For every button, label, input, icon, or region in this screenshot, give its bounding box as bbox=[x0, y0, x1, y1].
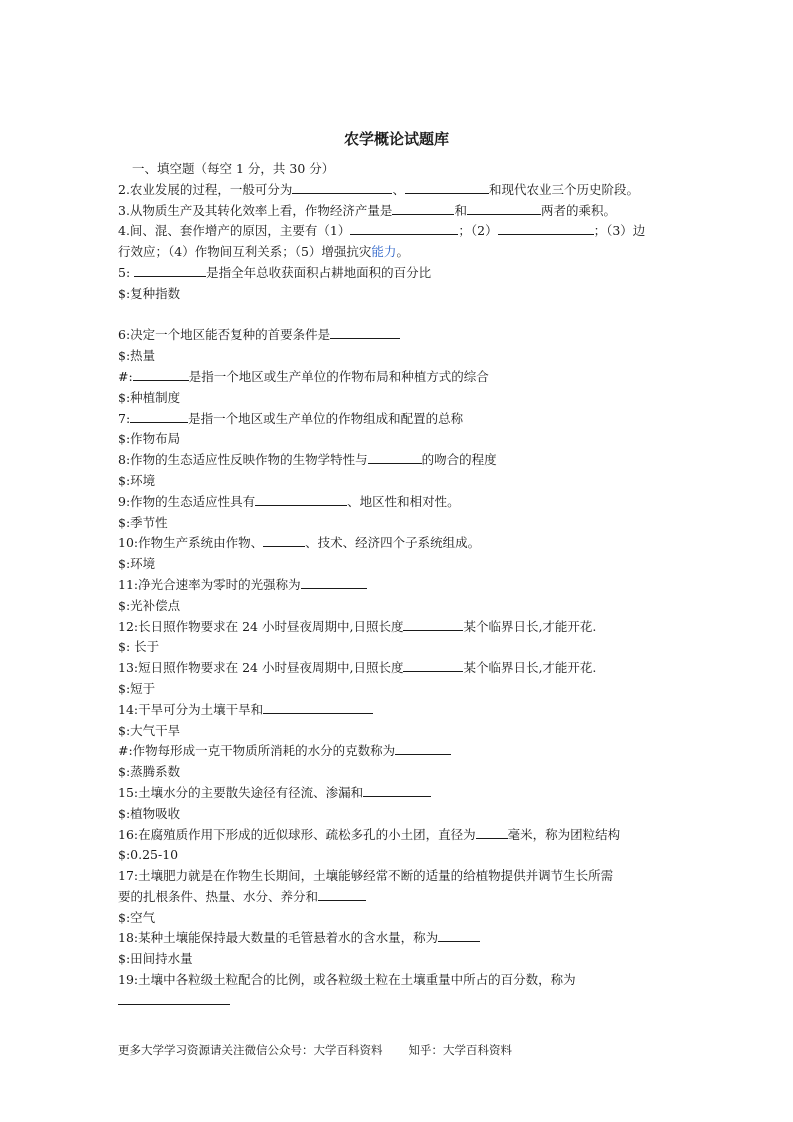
answer: $:植物吸收 bbox=[118, 805, 181, 821]
footer-zhihu-note: 知乎：大学百科资料 bbox=[408, 1043, 512, 1057]
highlighted-word: 能力 bbox=[371, 244, 397, 260]
question-5: 5: 是指全年总收获面积占耕地面积的百分比 bbox=[118, 264, 432, 280]
answer: $:环境 bbox=[118, 556, 156, 572]
question-extra: #: 是指一个地区或生产单位的作物布局和种植方式的综合 bbox=[118, 368, 489, 384]
question-19-cont bbox=[118, 991, 678, 1012]
question-2: 2.农业发展的过程，一般可分为 、 和现代农业三个历史阶段。 bbox=[118, 181, 639, 197]
question-extra: #:作物每形成一克干物质所消耗的水分的克数称为 bbox=[118, 741, 678, 762]
answer: $:环境 bbox=[118, 472, 156, 488]
question-16: 16:在腐殖质作用下形成的近似球形、疏松多孔的小土团，直径为 毫米，称为团粒结构 bbox=[118, 826, 621, 842]
answer: $:作物布局 bbox=[118, 431, 181, 447]
answer: $:复种指数 bbox=[118, 285, 181, 301]
footer-wechat-note: 更多大学学习资源请关注微信公众号：大学百科资料 bbox=[118, 1043, 383, 1057]
question-14: 14:干旱可分为土壤干旱和 bbox=[118, 700, 678, 721]
page-title: 农学概论试题库 bbox=[343, 130, 449, 148]
question-19: 19:土壤中各粒级土粒配合的比例，或各粒级土粒在土壤重量中所占的百分数，称为 bbox=[118, 972, 576, 988]
question-4: 4.间、混、套作增产的原因，主要有（1） ；（2） ；（3）边 bbox=[118, 223, 646, 239]
question-15: 15:土壤水分的主要散失途径有径流、渗漏和 bbox=[118, 783, 678, 804]
section-heading: 一、填空题（每空 1 分，共 30 分） bbox=[132, 161, 335, 176]
answer: $:大气干旱 bbox=[118, 722, 181, 738]
question-18: 18:某种土壤能保持最大数量的毛管悬着水的含水量，称为 bbox=[118, 928, 678, 949]
question-6: 6:决定一个地区能否复种的首要条件是 bbox=[118, 325, 678, 346]
question-11: 11:净光合速率为零时的光强称为 bbox=[118, 575, 678, 596]
question-9: 9:作物的生态适应性具有 、地区性和相对性。 bbox=[118, 493, 460, 509]
answer: $:短于 bbox=[118, 680, 156, 696]
answer: $:种植制度 bbox=[118, 389, 181, 405]
question-7: 7: 是指一个地区或生产单位的作物组成和配置的总称 bbox=[118, 410, 464, 426]
answer: $:空气 bbox=[118, 909, 156, 925]
question-10: 10:作物生产系统由作物、 、技术、经济四个子系统组成。 bbox=[118, 535, 481, 551]
question-17: 17:土壤肥力就是在作物生长期间，土壤能够经常不断的适量的给植物提供并调节生长所需 bbox=[118, 868, 614, 884]
answer: $:0.25-10 bbox=[118, 847, 179, 863]
answer: $:光补偿点 bbox=[118, 597, 181, 613]
answer: $:蒸腾系数 bbox=[118, 764, 181, 780]
question-4-cont: 行效应；（4）作物间互利关系；（5）增强抗灾能力。 bbox=[118, 244, 409, 260]
question-12: 12:长日照作物要求在 24 小时昼夜周期中,日照长度 某个临界日长,才能开花. bbox=[118, 618, 597, 634]
answer: $:季节性 bbox=[118, 514, 168, 530]
question-17-cont: 要的扎根条件、热量、水分、养分和 bbox=[118, 887, 678, 908]
question-8: 8:作物的生态适应性反映作物的生物学特性与 的吻合的程度 bbox=[118, 452, 497, 468]
answer: $: 长于 bbox=[118, 639, 160, 655]
answer: $:热量 bbox=[118, 348, 156, 364]
question-3: 3.从物质生产及其转化效率上看，作物经济产量是 和 两者的乘积。 bbox=[118, 202, 616, 218]
question-list bbox=[118, 159, 678, 1012]
question-13: 13:短日照作物要求在 24 小时昼夜周期中,日照长度 某个临界日长,才能开花. bbox=[118, 660, 597, 676]
spacer bbox=[118, 305, 678, 326]
answer: $:田间持水量 bbox=[118, 951, 193, 967]
page-footer bbox=[118, 1042, 512, 1058]
